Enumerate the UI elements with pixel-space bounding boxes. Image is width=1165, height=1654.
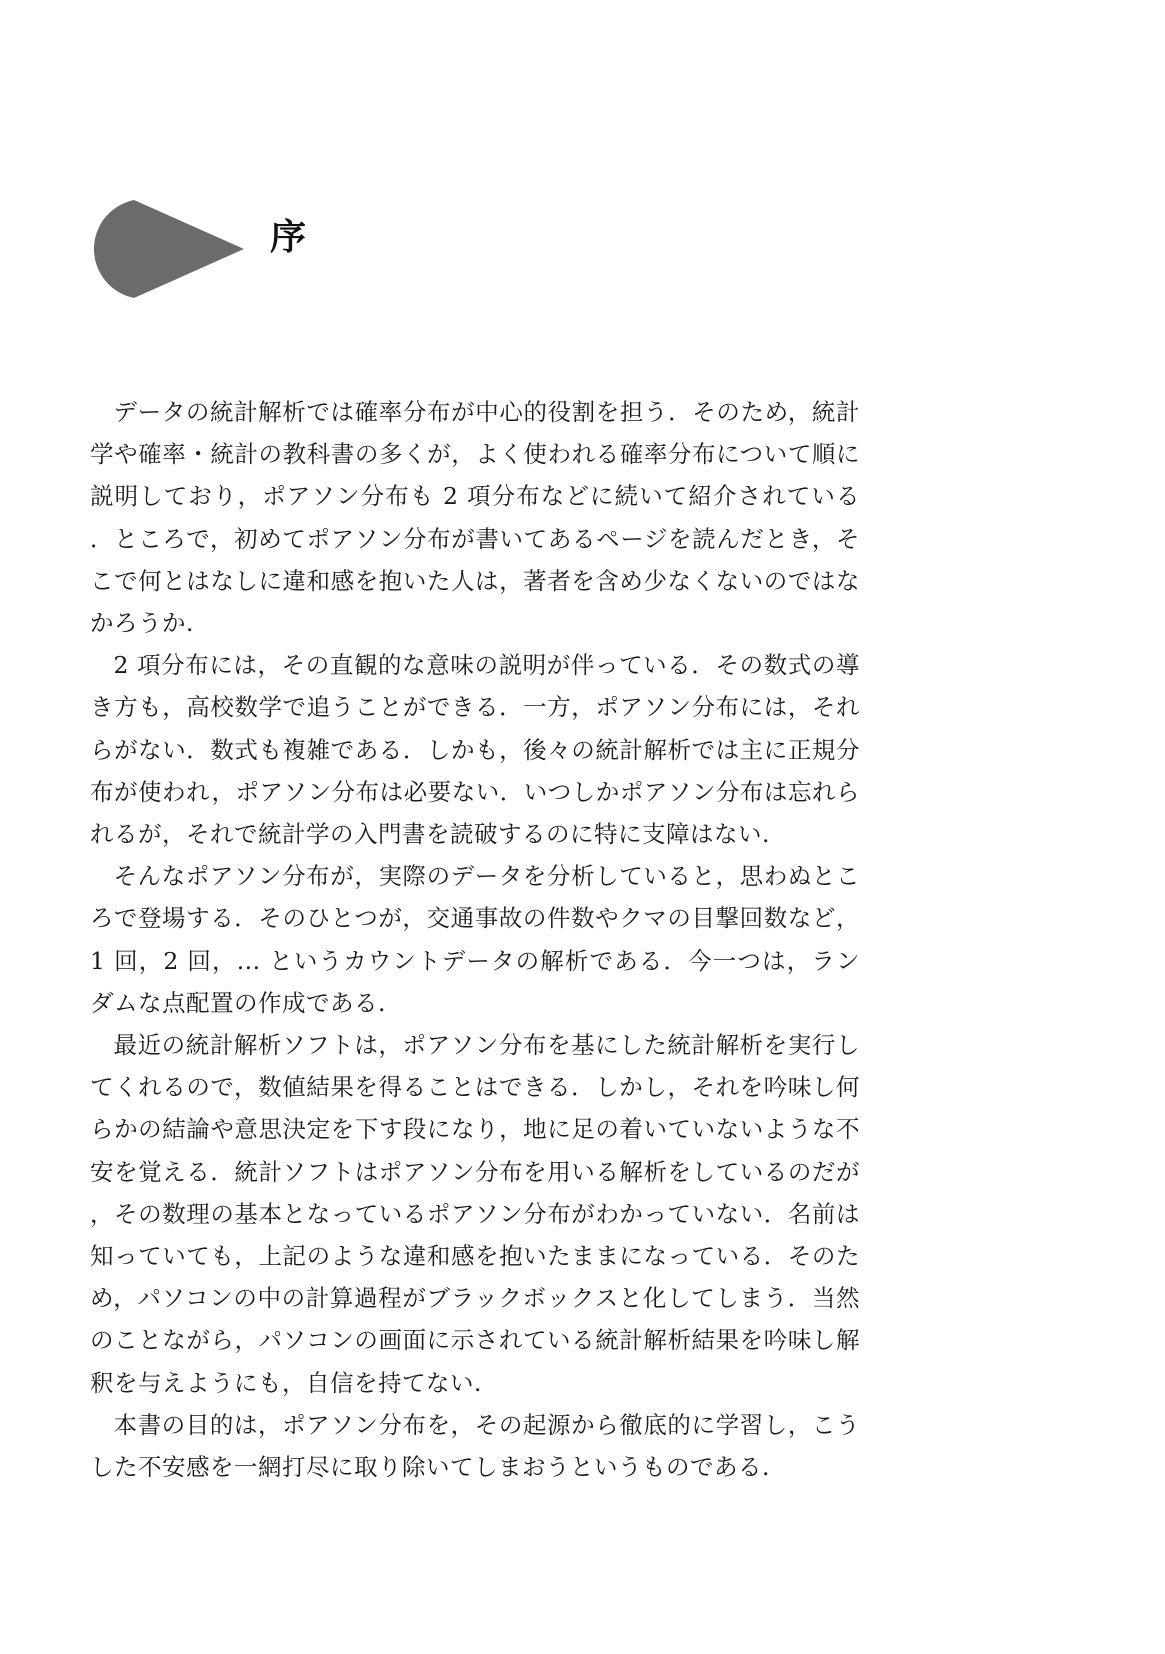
preface-body bbox=[90, 391, 860, 1488]
paragraph: そんなポアソン分布が，実際のデータを分析していると，思わぬところで登場する．そのひとつが，交通事故の件数やクマの目撃回数など，1 回，2 回，... というカウントデータの解析である．今一つは，ランダムな点配置の作成である. bbox=[90, 862, 860, 1017]
paragraph: 2 項分布には，その直観的な意味の説明が伴っている．その数式の導き方も，高校数学で追うことができる．一方，ポアソン分布には，それらがない．数式も複雑である．しかも，後々の統計解析では主に正規分布が使われ，ポアソン分布は必要ない．いつしかポアソン分布は忘れられるが，それで統計学の入門書を読破するのに特に支障はない. bbox=[90, 651, 860, 849]
paragraph: データの統計解析では確率分布が中心的役割を担う．そのため，統計学や確率・統計の教科書の多くが，よく使われる確率分布について順に説明しており，ポアソン分布も 2 項分布などに続いて紹介されている．ところで，初めてポアソン分布が書いてあるページを読んだとき，そこで何とはなしに違和感を抱いた人は，著者を含め少なくないのではなかろうか. bbox=[90, 398, 860, 638]
chapter-title: 序 bbox=[270, 217, 307, 258]
chapter-heading bbox=[88, 198, 488, 300]
drop-marker-icon bbox=[88, 198, 246, 300]
paragraph: 最近の統計解析ソフトは，ポアソン分布を基にした統計解析を実行してくれるので，数値結果を得ることはできる．しかし，それを吟味し何らかの結論や意思決定を下す段になり，地に足の着いていないような不安を覚える．統計ソフトはポアソン分布を用いる解析をしているのだが，その数理の基本となっているポアソン分布がわかっていない．名前は知っていても，上記のような違和感を抱いたままになっている．そのため，パソコンの中の計算過程がブラックボックスと化してしまう．当然のことながら，パソコンの画面に示されている統計解析結果を吟味し解釈を与えようにも，自信を持てない. bbox=[90, 1031, 860, 1397]
paragraph: 本書の目的は，ポアソン分布を，その起源から徹底的に学習し，こうした不安感を一網打尽に取り除いてしまおうというものである. bbox=[90, 1410, 860, 1482]
